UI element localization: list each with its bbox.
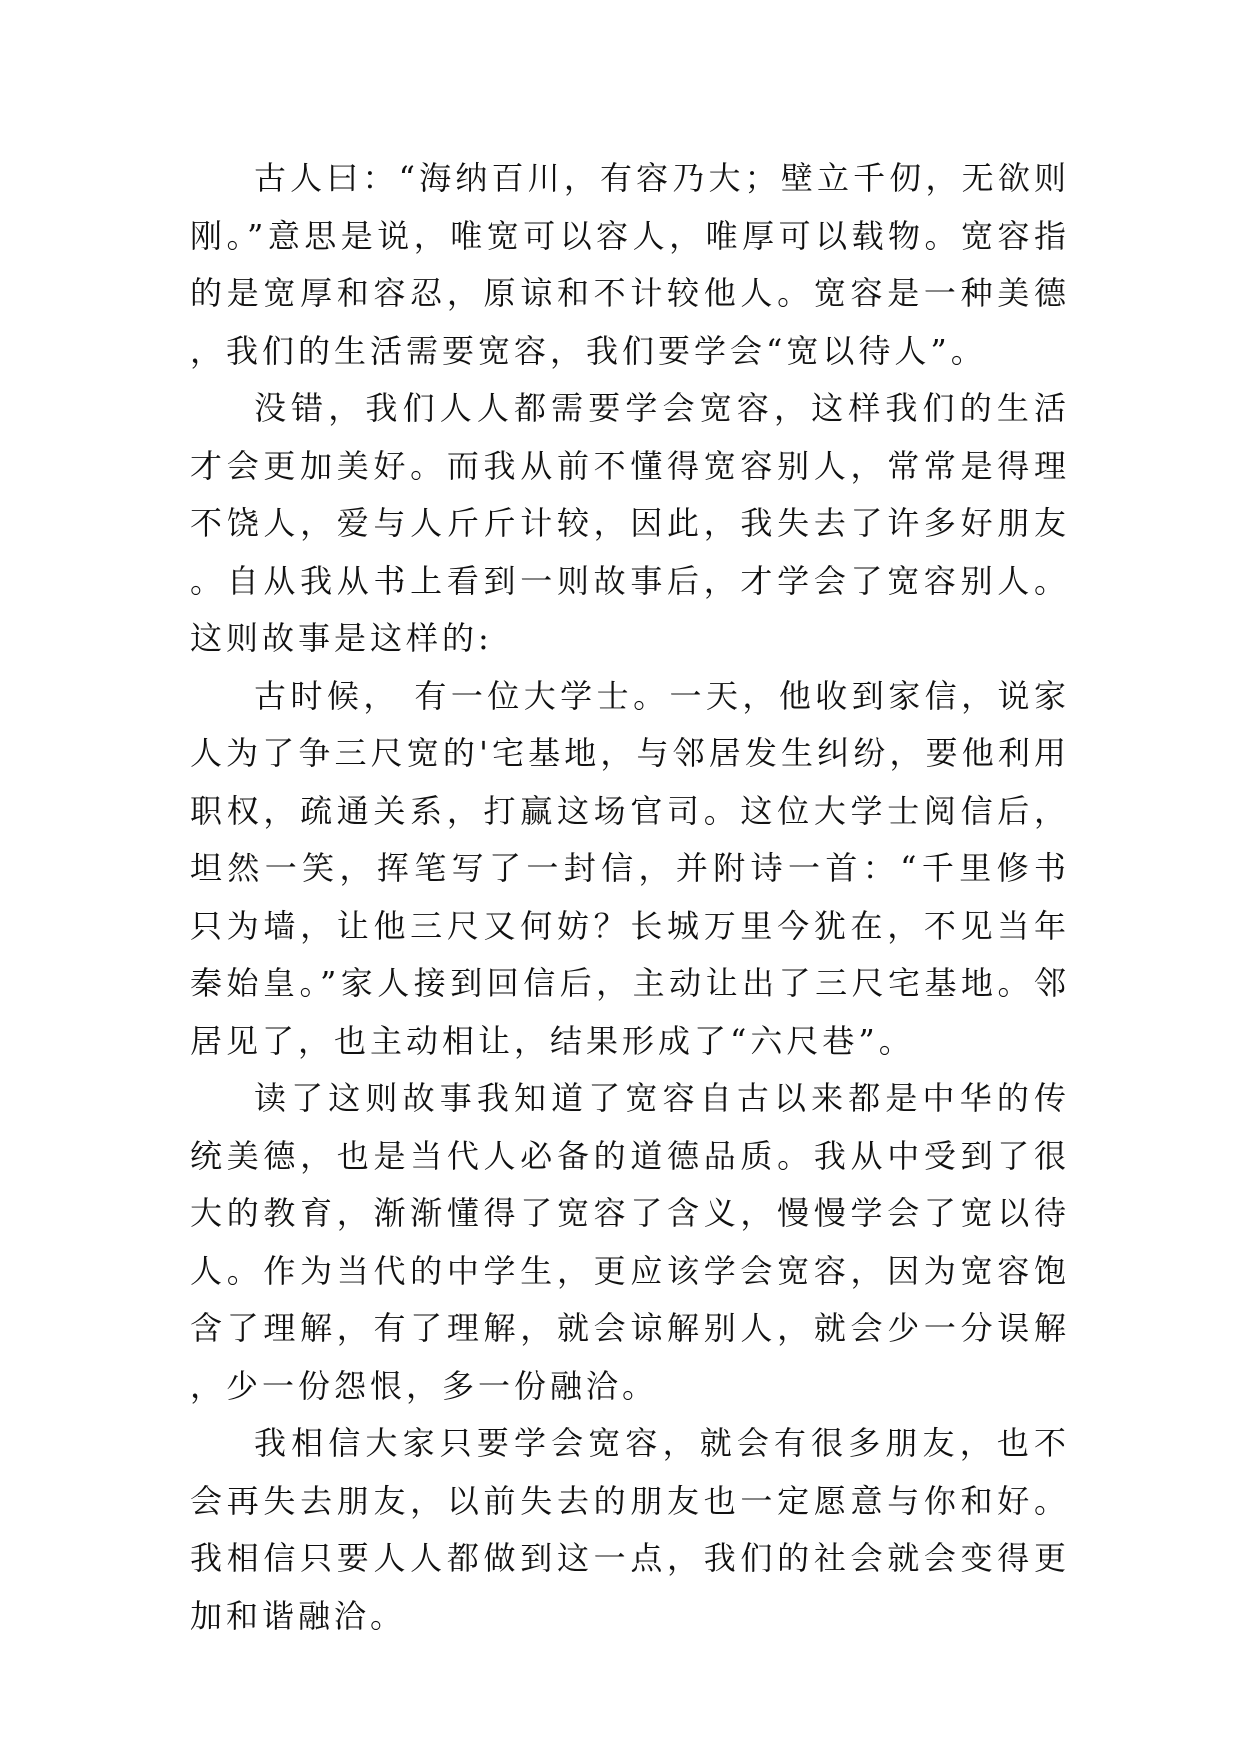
paragraph-1: 古人曰：“海纳百川，有容乃大；壁立千仞，无欲则刚。”意思是说，唯宽可以容人，唯厚可以载物。宽容指的是宽厚和容忍，原谅和不计较他人。宽容是一种美德，我们的生活需要宽容，我们要学会“宽以待人”。 xyxy=(190,159,1070,370)
paragraph-5: 我相信大家只要学会宽容，就会有很多朋友，也不会再失去朋友，以前失去的朋友也一定愿意与你和好。我相信只要人人都做到这一点，我们的社会就会变得更加和谐融洽。 xyxy=(190,1424,1070,1635)
paragraph-3: 古时候， 有一位大学士。一天，他收到家信，说家人为了争三尺宽的'宅基地，与邻居发生纠纷，要他利用职权，疏通关系，打赢这场官司。这位大学士阅信后，坦然一笑，挥笔写了一封信，并附诗一首：“千里修书只为墙，让他三尺又何妨？长城万里今犹在，不见当年秦始皇。”家人接到回信后，主动让出了三尺宅基地。邻居见了，也主动相让，结果形成了“六尺巷”。 xyxy=(190,676,1070,1060)
paragraph-2: 没错，我们人人都需要学会宽容，这样我们的生活才会更加美好。而我从前不懂得宽容别人，常常是得理不饶人，爱与人斤斤计较，因此，我失去了许多好朋友。自从我从书上看到一则故事后，才学会了宽容别人。这则故事是这样的: xyxy=(190,389,1070,657)
document-body xyxy=(190,150,1070,1645)
paragraph-4: 读了这则故事我知道了宽容自古以来都是中华的传统美德，也是当代人必备的道德品质。我从中受到了很大的教育，渐渐懂得了宽容了含义，慢慢学会了宽以待人。作为当代的中学生，更应该学会宽容，因为宽容饱含了理解，有了理解，就会谅解别人，就会少一分误解，少一份怨恨，多一份融洽。 xyxy=(190,1079,1070,1405)
